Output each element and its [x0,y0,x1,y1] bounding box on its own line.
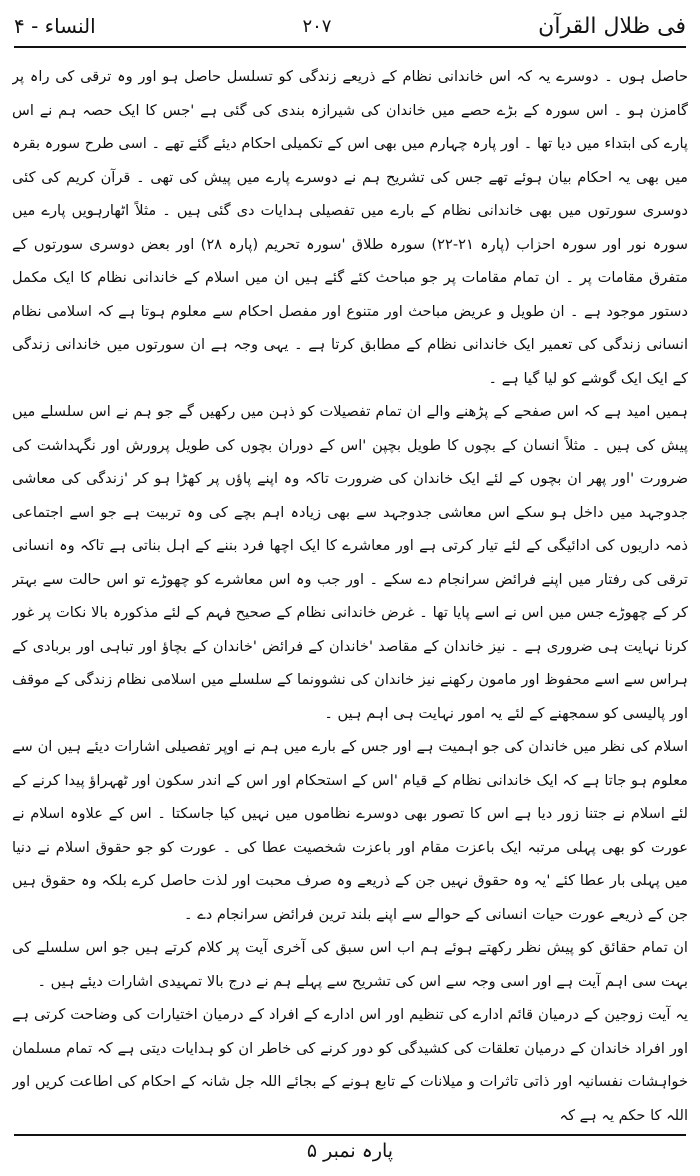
footer-divider [14,1134,686,1136]
page-body [12,60,688,1132]
para-number-footer: پارہ نمبر ۵ [306,1140,394,1162]
page-header [14,6,686,48]
page-number: ۲۰۷ [302,15,332,37]
surah-label: النساء - ۴ [14,14,96,38]
paragraph: حاصل ہوں ۔ دوسرے یہ کہ اس خاندانی نظام کے ذریعے زندگی کو تسلسل حاصل ہو اور وہ ترقی کی راہ پر گامزن ہو ۔ اس سورہ کے بڑے حصے میں خاندان کی شیرازہ بندی کی گئی ہے 'جس کا ایک حصہ ہم نے اس پارے کی ابتداء میں دیا تھا ۔ اور پارہ چہارم میں بھی اس کے تکمیلی احکام دیئے گئے تھے ۔ اسی طرح سورہ بقرہ میں بھی یہ احکام بیان ہوئے تھے جس کی تشریح ہم نے دوسرے پارے میں پیش کی تھی ۔ قرآن کریم کی کئی دوسری سورتوں میں بھی خاندانی نظام کے بارے میں تفصیلی ہدایات دی گئی ہیں ۔ مثلاً اٹھارہویں پارے میں سورہ نور اور سورہ احزاب (پارہ ۲۱-۲۲) سورہ طلاق 'سورہ تحریم (پارہ ۲۸) اور بعض دوسری سورتوں کے متفرق مقامات پر ۔ ان تمام مقامات پر جو مباحث کئے گئے ہیں ان میں اسلام کے خاندانی نظام کا ایک مکمل دستور موجود ہے ۔ ان طویل و عریض مباحث اور متنوع اور مفصل احکام سے معلوم ہوتا ہے کہ اسلامی نظام انسانی زندگی کی تعمیر ایک خاندانی نظام کے مطابق کرتا ہے ۔ یہی وجہ ہے ان سورتوں میں خاندانی زندگی کے ایک ایک گوشے کو لیا گیا ہے ۔ [12,68,688,387]
paragraph: یہ آیت زوجین کے درمیان قائم ادارے کی تنظیم اور اس ادارے کے افراد کے درمیان اختیارات کی وضاحت کرتی ہے اور افراد خاندان کے درمیان تعلقات کی کشیدگی کو دور کرنے کی خاطر ان کو ہدایات دیتی ہے کہ تمام مسلمان خواہشات نفسانیہ اور ذاتی تاثرات و میلانات کے تابع ہونے کے بجائے اللہ جل شانہ کے احکام کی اطاعت کریں اور اللہ کا حکم یہ ہے کہ [12,998,688,1132]
paragraph: اسلام کی نظر میں خاندان کی جو اہمیت ہے اور جس کے بارے میں ہم نے اوپر تفصیلی اشارات دیئے ہیں ان سے معلوم ہو جاتا ہے کہ ایک خاندانی نظام کے قیام 'اس کے استحکام اور اس کے اندر سکون اور ٹھہراؤ پیدا کرنے کے لئے اسلام نے جتنا زور دیا ہے اس کا تصور بھی دوسرے نظاموں میں نہیں کیا جاسکتا ۔ اس کے علاوہ اسلام نے عورت کو بھی پہلی مرتبہ ایک باعزت مقام اور باعزت شخصیت عطا کی ۔ عورت کو جو حقوق اسلام نے دنیا میں پہلی بار عطا کئے 'یہ وہ حقوق نہیں جن کے ذریعے وہ صرف محبت اور لذت حاصل کرے بلکہ وہ حقوق ہیں جن کے ذریعے عورت حیات انسانی کے حوالے سے اپنے بلند ترین فرائض سرانجام دے ۔ [12,738,688,923]
paragraph: ان تمام حقائق کو پیش نظر رکھتے ہوئے ہم اب اس سبق کی آخری آیت پر کلام کرتے ہیں جو اس سلسلے کی بہت سی اہم آیت ہے اور اسی وجہ سے اس کی تشریح سے پہلے ہم نے درج بالا تمہیدی اشارات دیئے ہیں ۔ [12,939,688,990]
book-title: فی ظلال القرآن [538,13,686,39]
paragraph: ہمیں امید ہے کہ اس صفحے کے پڑھنے والے ان تمام تفصیلات کو ذہن میں رکھیں گے جو ہم نے اس سلسلے میں پیش کی ہیں ۔ مثلاً انسان کے بچوں کا طویل بچپن 'اس کے دوران بچوں کی طویل پرورش اور نگہداشت کی ضرورت 'اور پھر ان بچوں کے لئے ایک خاندان کی ضرورت تاکہ وہ اپنے پاؤں پر کھڑا ہو کر 'زندگی کی معاشی جدوجہد میں داخل ہو سکے اس معاشی جدوجہد سے بھی زیادہ اہم بچے کی وہ تربیت ہے جو اسے اجتماعی ذمہ داریوں کی ادائیگی کے لئے تیار کرتی ہے اور معاشرے کا ایک اچھا فرد بننے کے اہل بناتی ہے تاکہ وہ انسانی ترقی کی رفتار میں اپنے فرائض سرانجام دے سکے ۔ اور جب وہ اس معاشرے کو چھوڑے تو اس حالت سے بہتر کر کے چھوڑے جس میں اس نے اسے پایا تھا ۔ غرض خاندانی نظام کے صحیح فہم کے لئے مذکورہ بالا نکات پر غور کرنا نہایت ہی ضروری ہے ۔ نیز خاندان کے مقاصد 'خاندان کے فرائض 'خاندان کے بچاؤ اور تباہی اور بربادی کے ہراس سے اسے محفوظ اور مامون رکھنے نیز خاندان کی نشوونما کے سلسلے میں اسلامی نظام زندگی کے موقف اور پالیسی کو سمجھنے کے لئے یہ امور نہایت ہی اہم ہیں ۔ [12,403,688,722]
